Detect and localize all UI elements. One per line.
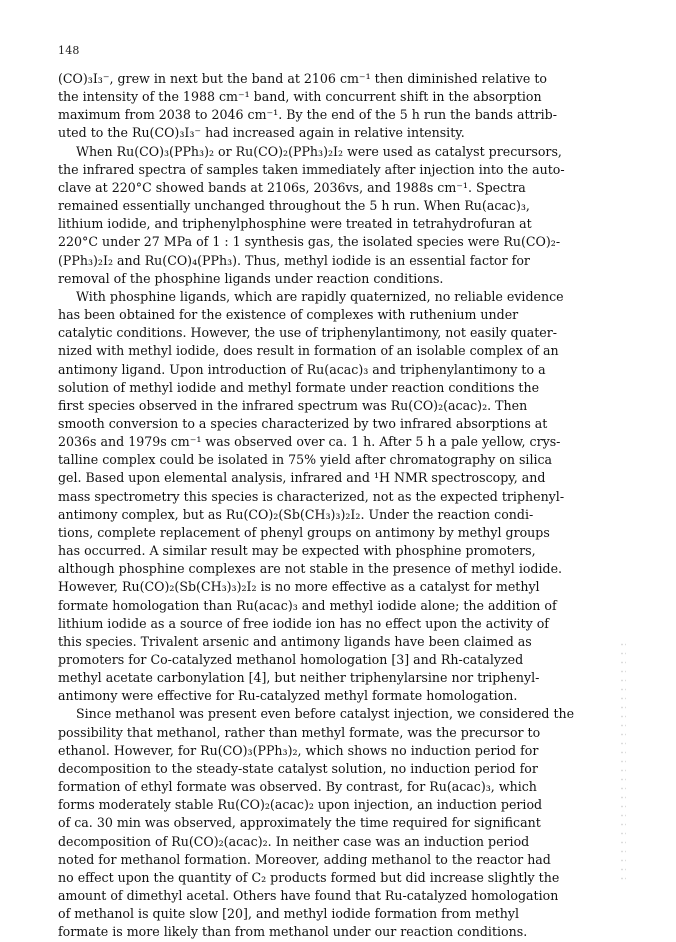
text-line: talline complex could be isolated in 75% yield after chromatography on silica	[58, 452, 553, 468]
text-line: noted for methanol formation. Moreover, adding methanol to the reactor had	[58, 851, 551, 867]
text-line: has been obtained for the existence of complexes with ruthenium under	[58, 307, 519, 323]
text-line: amount of dimethyl acetal. Others have found that Ru-catalyzed homologation	[58, 888, 559, 904]
text-line: gel. Based upon elemental analysis, infrared and ¹H NMR spectroscopy, and	[58, 470, 546, 486]
text-line: Since methanol was present even before catalyst injection, we considered the	[76, 706, 575, 722]
text-line: antimony complex, but as Ru(CO)₂(Sb(CH₃)₃)₂I₂. Under the reaction condi-	[58, 506, 534, 522]
text-line: has occurred. A similar result may be expected with phosphine promoters,	[58, 543, 536, 559]
text-line: remained essentially unchanged throughout the 5 h run. When Ru(acac)₃,	[58, 198, 530, 214]
text-line: With phosphine ligands, which are rapidly quaternized, no reliable evidence	[76, 288, 564, 304]
text-line: clave at 220°C showed bands at 2106s, 2036vs, and 1988s cm⁻¹. Spectra	[58, 179, 526, 195]
text-line: forms moderately stable Ru(CO)₂(acac)₂ upon injection, an induction period	[58, 797, 543, 813]
text-line: 2036s and 1979s cm⁻¹ was observed over ca. 1 h. After 5 h a pale yellow, crys-	[58, 434, 561, 450]
text-line: formation of ethyl formate was observed. By contrast, for Ru(acac)₃, which	[58, 779, 537, 795]
text-line: lithium iodide, and triphenylphosphine were treated in tetrahydrofuran at	[58, 216, 532, 232]
text-line: decomposition of Ru(CO)₂(acac)₂. In neither case was an induction period	[58, 833, 530, 849]
text-line: antimony were effective for Ru-catalyzed methyl formate homologation.	[58, 688, 518, 704]
text-line: uted to the Ru(CO)₃I₃⁻ had increased again in relative intensity.	[58, 125, 465, 141]
text-line: ethanol. However, for Ru(CO)₃(PPh₃)₂, which shows no induction period for	[58, 742, 539, 758]
text-line: lithium iodide as a source of free iodide ion has no effect upon the activity of	[58, 615, 549, 631]
text-line: mass spectrometry this species is characterized, not as the expected triphenyl-	[58, 488, 565, 504]
text-line: this species. Trivalent arsenic and antimony ligands have been claimed as	[58, 633, 532, 649]
text-line: formate is more likely than from methanol under our reaction conditions.	[58, 924, 528, 940]
text-line: catalytic conditions. However, the use of triphenylantimony, not easily quater-	[58, 325, 558, 341]
text-line: although phosphine complexes are not stable in the presence of methyl iodide.	[58, 561, 563, 577]
text-line: When Ru(CO)₃(PPh₃)₂ or Ru(CO)₂(PPh₃)₂I₂ were used as catalyst precursors,	[76, 143, 562, 159]
text-line: (PPh₃)₂I₂ and Ru(CO)₄(PPh₃). Thus, methyl iodide is an essential factor for	[58, 252, 530, 268]
text-line: solution of methyl iodide and methyl formate under reaction conditions the	[58, 379, 540, 395]
text-line: first species observed in the infrared spectrum was Ru(CO)₂(acac)₂. Then	[58, 397, 528, 413]
text-line: the infrared spectra of samples taken immediately after injection into the auto-	[58, 161, 565, 177]
text-line: maximum from 2038 to 2046 cm⁻¹. By the end of the 5 h run the bands attrib-	[58, 107, 557, 123]
text-line: formate homologation than Ru(acac)₃ and methyl iodide alone; the addition of	[58, 597, 557, 613]
scan-margin-marks	[620, 640, 626, 880]
text-line: removal of the phosphine ligands under reaction conditions.	[58, 270, 444, 286]
text-line: no effect upon the quantity of C₂ products formed but did increase slightly the	[58, 869, 560, 885]
text-line: the intensity of the 1988 cm⁻¹ band, with concurrent shift in the absorption	[58, 89, 542, 105]
page-number: 148	[58, 44, 80, 57]
text-line: decomposition to the steady-state catalyst solution, no induction period for	[58, 760, 538, 776]
text-line: methyl acetate carbonylation [4], but neither triphenylarsine nor triphenyl-	[58, 670, 540, 686]
text-line: 220°C under 27 MPa of 1 : 1 synthesis gas, the isolated species were Ru(CO)₂-	[58, 234, 561, 250]
text-line: smooth conversion to a species characterized by two infrared absorptions at	[58, 415, 548, 431]
text-line: nized with methyl iodide, does result in formation of an isolable complex of an	[58, 343, 559, 359]
text-line: tions, complete replacement of phenyl groups on antimony by methyl groups	[58, 524, 550, 540]
text-line: antimony ligand. Upon introduction of Ru(acac)₃ and triphenylantimony to a	[58, 361, 546, 377]
text-line: However, Ru(CO)₂(Sb(CH₃)₃)₂I₂ is no more effective as a catalyst for methyl	[58, 579, 540, 595]
text-line: of ca. 30 min was observed, approximately the time required for significant	[58, 815, 541, 831]
text-line: possibility that methanol, rather than methyl formate, was the precursor to	[58, 724, 541, 740]
text-line: of methanol is quite slow [20], and methyl iodide formation from methyl	[58, 906, 520, 922]
text-line: promoters for Co-catalyzed methanol homologation [3] and Rh-catalyzed	[58, 652, 524, 667]
text-line: (CO)₃I₃⁻, grew in next but the band at 2106 cm⁻¹ then diminished relative to	[58, 71, 547, 86]
body-text	[58, 70, 614, 942]
